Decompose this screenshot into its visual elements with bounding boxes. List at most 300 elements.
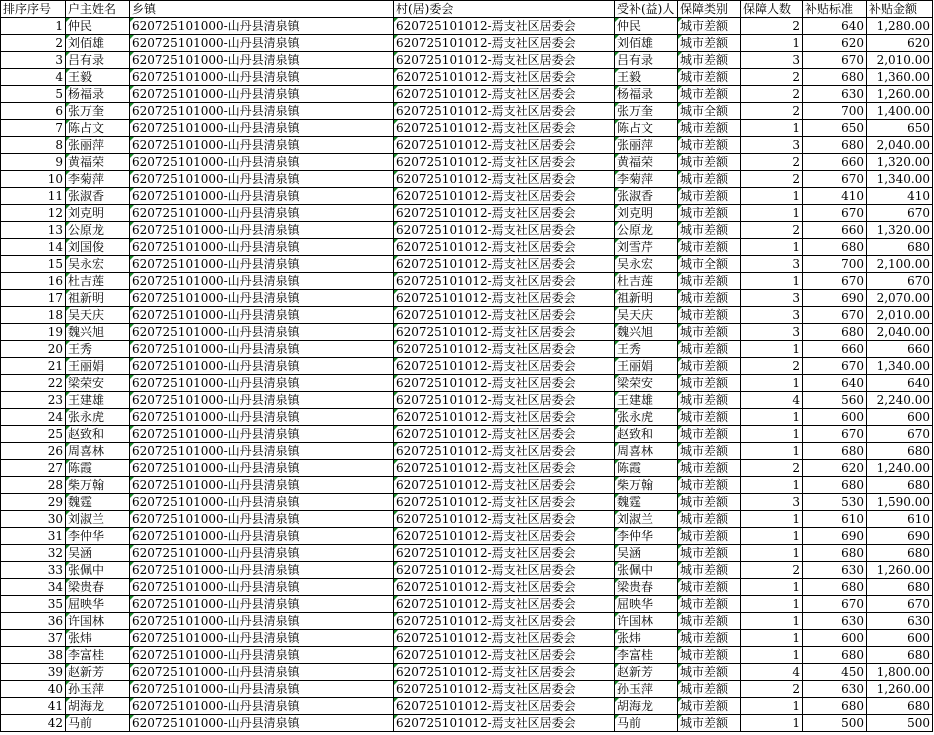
cell-category[interactable]: 城市差额 [678,18,741,35]
cell-people[interactable]: 2 [741,562,803,579]
cell-beneficiary[interactable]: 杜吉莲 [615,273,678,290]
cell-township[interactable]: 620725101000-山丹县清泉镇 [130,630,394,647]
cell-householder[interactable]: 陈占文 [66,120,130,137]
cell-seq[interactable]: 7 [1,120,66,137]
cell-township[interactable]: 620725101000-山丹县清泉镇 [130,426,394,443]
cell-householder[interactable]: 王丽娟 [66,358,130,375]
cell-committee[interactable]: 620725101012-焉支社区居委会 [394,86,615,103]
cell-standard[interactable]: 680 [803,69,867,86]
cell-seq[interactable]: 29 [1,494,66,511]
cell-amount[interactable]: 680 [867,579,933,596]
cell-committee[interactable]: 620725101012-焉支社区居委会 [394,154,615,171]
cell-seq[interactable]: 26 [1,443,66,460]
cell-standard[interactable]: 600 [803,630,867,647]
cell-township[interactable]: 620725101000-山丹县清泉镇 [130,35,394,52]
cell-beneficiary[interactable]: 梁贵春 [615,579,678,596]
cell-householder[interactable]: 张炜 [66,630,130,647]
cell-householder[interactable]: 王秀 [66,341,130,358]
cell-householder[interactable]: 魏兴旭 [66,324,130,341]
cell-people[interactable]: 1 [741,698,803,715]
header-cell-standard[interactable]: 补贴标准 [803,1,867,18]
cell-township[interactable]: 620725101000-山丹县清泉镇 [130,341,394,358]
cell-amount[interactable]: 670 [867,273,933,290]
cell-amount[interactable]: 600 [867,630,933,647]
cell-committee[interactable]: 620725101012-焉支社区居委会 [394,120,615,137]
cell-seq[interactable]: 15 [1,256,66,273]
cell-standard[interactable]: 670 [803,205,867,222]
cell-householder[interactable]: 刘淑兰 [66,511,130,528]
cell-amount[interactable]: 1,260.00 [867,86,933,103]
cell-people[interactable]: 1 [741,35,803,52]
cell-committee[interactable]: 620725101012-焉支社区居委会 [394,375,615,392]
cell-beneficiary[interactable]: 王秀 [615,341,678,358]
cell-category[interactable]: 城市差额 [678,120,741,137]
cell-standard[interactable]: 680 [803,579,867,596]
cell-beneficiary[interactable]: 马前 [615,715,678,732]
cell-beneficiary[interactable]: 吕有录 [615,52,678,69]
cell-standard[interactable]: 640 [803,18,867,35]
cell-householder[interactable]: 刘佰雄 [66,35,130,52]
cell-people[interactable]: 1 [741,205,803,222]
cell-seq[interactable]: 23 [1,392,66,409]
cell-beneficiary[interactable]: 陈霞 [615,460,678,477]
cell-amount[interactable]: 600 [867,409,933,426]
cell-beneficiary[interactable]: 张万奎 [615,103,678,120]
cell-category[interactable]: 城市差额 [678,528,741,545]
cell-category[interactable]: 城市差额 [678,460,741,477]
cell-beneficiary[interactable]: 吴永宏 [615,256,678,273]
cell-people[interactable]: 1 [741,528,803,545]
cell-householder[interactable]: 魏霆 [66,494,130,511]
cell-category[interactable]: 城市差额 [678,681,741,698]
cell-committee[interactable]: 620725101012-焉支社区居委会 [394,52,615,69]
cell-category[interactable]: 城市全额 [678,256,741,273]
cell-township[interactable]: 620725101000-山丹县清泉镇 [130,511,394,528]
cell-beneficiary[interactable]: 王毅 [615,69,678,86]
cell-township[interactable]: 620725101000-山丹县清泉镇 [130,392,394,409]
cell-standard[interactable]: 680 [803,545,867,562]
cell-householder[interactable]: 屈映华 [66,596,130,613]
cell-householder[interactable]: 杜吉莲 [66,273,130,290]
cell-householder[interactable]: 赵新芳 [66,664,130,681]
cell-township[interactable]: 620725101000-山丹县清泉镇 [130,494,394,511]
cell-amount[interactable]: 2,010.00 [867,52,933,69]
cell-category[interactable]: 城市差额 [678,596,741,613]
header-cell-committee[interactable]: 村(居)委会 [394,1,615,18]
cell-householder[interactable]: 王建雄 [66,392,130,409]
cell-householder[interactable]: 张万奎 [66,103,130,120]
header-cell-seq[interactable]: 排序序号 [1,1,66,18]
cell-householder[interactable]: 张丽萍 [66,137,130,154]
cell-amount[interactable]: 660 [867,341,933,358]
header-cell-township[interactable]: 乡镇 [130,1,394,18]
cell-householder[interactable]: 吴天庆 [66,307,130,324]
cell-householder[interactable]: 刘国俊 [66,239,130,256]
cell-seq[interactable]: 5 [1,86,66,103]
cell-committee[interactable]: 620725101012-焉支社区居委会 [394,460,615,477]
cell-seq[interactable]: 34 [1,579,66,596]
cell-householder[interactable]: 张淑香 [66,188,130,205]
cell-standard[interactable]: 670 [803,307,867,324]
cell-committee[interactable]: 620725101012-焉支社区居委会 [394,494,615,511]
cell-category[interactable]: 城市差额 [678,511,741,528]
cell-people[interactable]: 1 [741,630,803,647]
cell-householder[interactable]: 赵致和 [66,426,130,443]
cell-people[interactable]: 1 [741,647,803,664]
cell-amount[interactable]: 2,040.00 [867,137,933,154]
cell-amount[interactable]: 1,260.00 [867,681,933,698]
cell-seq[interactable]: 31 [1,528,66,545]
cell-committee[interactable]: 620725101012-焉支社区居委会 [394,307,615,324]
cell-category[interactable]: 城市差额 [678,273,741,290]
cell-seq[interactable]: 19 [1,324,66,341]
cell-township[interactable]: 620725101000-山丹县清泉镇 [130,358,394,375]
cell-committee[interactable]: 620725101012-焉支社区居委会 [394,392,615,409]
cell-standard[interactable]: 670 [803,171,867,188]
cell-township[interactable]: 620725101000-山丹县清泉镇 [130,307,394,324]
cell-category[interactable]: 城市差额 [678,35,741,52]
cell-people[interactable]: 1 [741,273,803,290]
cell-people[interactable]: 2 [741,681,803,698]
cell-seq[interactable]: 36 [1,613,66,630]
cell-committee[interactable]: 620725101012-焉支社区居委会 [394,681,615,698]
cell-standard[interactable]: 620 [803,35,867,52]
cell-seq[interactable]: 9 [1,154,66,171]
cell-category[interactable]: 城市差额 [678,698,741,715]
cell-standard[interactable]: 680 [803,324,867,341]
cell-committee[interactable]: 620725101012-焉支社区居委会 [394,596,615,613]
cell-committee[interactable]: 620725101012-焉支社区居委会 [394,630,615,647]
cell-beneficiary[interactable]: 黄福荣 [615,154,678,171]
cell-township[interactable]: 620725101000-山丹县清泉镇 [130,171,394,188]
cell-township[interactable]: 620725101000-山丹县清泉镇 [130,562,394,579]
cell-committee[interactable]: 620725101012-焉支社区居委会 [394,171,615,188]
cell-beneficiary[interactable]: 李仲华 [615,528,678,545]
cell-category[interactable]: 城市差额 [678,477,741,494]
cell-category[interactable]: 城市差额 [678,613,741,630]
cell-category[interactable]: 城市差额 [678,562,741,579]
cell-beneficiary[interactable]: 柴万翰 [615,477,678,494]
cell-standard[interactable]: 560 [803,392,867,409]
cell-beneficiary[interactable]: 王丽娟 [615,358,678,375]
cell-seq[interactable]: 11 [1,188,66,205]
cell-beneficiary[interactable]: 张永虎 [615,409,678,426]
cell-householder[interactable]: 周喜林 [66,443,130,460]
cell-category[interactable]: 城市差额 [678,307,741,324]
cell-standard[interactable]: 620 [803,460,867,477]
cell-householder[interactable]: 仲民 [66,18,130,35]
cell-standard[interactable]: 670 [803,52,867,69]
cell-standard[interactable]: 670 [803,273,867,290]
cell-township[interactable]: 620725101000-山丹县清泉镇 [130,545,394,562]
cell-amount[interactable]: 650 [867,120,933,137]
cell-people[interactable]: 2 [741,103,803,120]
cell-people[interactable]: 2 [741,18,803,35]
cell-householder[interactable]: 张佩中 [66,562,130,579]
cell-committee[interactable]: 620725101012-焉支社区居委会 [394,137,615,154]
cell-seq[interactable]: 35 [1,596,66,613]
cell-beneficiary[interactable]: 刘淑兰 [615,511,678,528]
cell-committee[interactable]: 620725101012-焉支社区居委会 [394,103,615,120]
cell-committee[interactable]: 620725101012-焉支社区居委会 [394,18,615,35]
cell-township[interactable]: 620725101000-山丹县清泉镇 [130,205,394,222]
cell-seq[interactable]: 3 [1,52,66,69]
cell-category[interactable]: 城市差额 [678,443,741,460]
cell-beneficiary[interactable]: 刘佰雄 [615,35,678,52]
cell-standard[interactable]: 500 [803,715,867,732]
cell-householder[interactable]: 张永虎 [66,409,130,426]
cell-seq[interactable]: 6 [1,103,66,120]
cell-householder[interactable]: 李菊萍 [66,171,130,188]
cell-category[interactable]: 城市差额 [678,630,741,647]
cell-people[interactable]: 1 [741,596,803,613]
cell-amount[interactable]: 2,240.00 [867,392,933,409]
cell-standard[interactable]: 410 [803,188,867,205]
cell-householder[interactable]: 马前 [66,715,130,732]
cell-amount[interactable]: 690 [867,528,933,545]
cell-township[interactable]: 620725101000-山丹县清泉镇 [130,52,394,69]
cell-township[interactable]: 620725101000-山丹县清泉镇 [130,137,394,154]
cell-amount[interactable]: 1,800.00 [867,664,933,681]
cell-beneficiary[interactable]: 赵致和 [615,426,678,443]
cell-seq[interactable]: 1 [1,18,66,35]
cell-householder[interactable]: 吴涵 [66,545,130,562]
header-cell-people[interactable]: 保障人数 [741,1,803,18]
cell-beneficiary[interactable]: 刘雪芹 [615,239,678,256]
cell-householder[interactable]: 胡海龙 [66,698,130,715]
cell-seq[interactable]: 40 [1,681,66,698]
cell-amount[interactable]: 1,240.00 [867,460,933,477]
cell-standard[interactable]: 630 [803,562,867,579]
cell-amount[interactable]: 2,010.00 [867,307,933,324]
cell-amount[interactable]: 670 [867,205,933,222]
cell-committee[interactable]: 620725101012-焉支社区居委会 [394,511,615,528]
cell-people[interactable]: 1 [741,188,803,205]
cell-people[interactable]: 4 [741,664,803,681]
cell-people[interactable]: 2 [741,222,803,239]
cell-committee[interactable]: 620725101012-焉支社区居委会 [394,477,615,494]
cell-householder[interactable]: 陈霞 [66,460,130,477]
cell-people[interactable]: 2 [741,358,803,375]
cell-householder[interactable]: 许国林 [66,613,130,630]
cell-seq[interactable]: 8 [1,137,66,154]
cell-people[interactable]: 1 [741,409,803,426]
cell-category[interactable]: 城市差额 [678,188,741,205]
cell-committee[interactable]: 620725101012-焉支社区居委会 [394,239,615,256]
cell-standard[interactable]: 630 [803,86,867,103]
cell-seq[interactable]: 33 [1,562,66,579]
cell-beneficiary[interactable]: 吴涵 [615,545,678,562]
cell-people[interactable]: 2 [741,171,803,188]
cell-people[interactable]: 3 [741,256,803,273]
cell-seq[interactable]: 16 [1,273,66,290]
cell-beneficiary[interactable]: 魏霆 [615,494,678,511]
cell-committee[interactable]: 620725101012-焉支社区居委会 [394,698,615,715]
cell-seq[interactable]: 41 [1,698,66,715]
cell-seq[interactable]: 28 [1,477,66,494]
header-cell-householder[interactable]: 户主姓名 [66,1,130,18]
cell-standard[interactable]: 670 [803,426,867,443]
cell-beneficiary[interactable]: 吴天庆 [615,307,678,324]
cell-township[interactable]: 620725101000-山丹县清泉镇 [130,290,394,307]
cell-township[interactable]: 620725101000-山丹县清泉镇 [130,188,394,205]
cell-standard[interactable]: 600 [803,409,867,426]
cell-standard[interactable]: 680 [803,239,867,256]
cell-committee[interactable]: 620725101012-焉支社区居委会 [394,358,615,375]
cell-category[interactable]: 城市差额 [678,137,741,154]
cell-amount[interactable]: 680 [867,239,933,256]
cell-category[interactable]: 城市差额 [678,664,741,681]
cell-people[interactable]: 2 [741,154,803,171]
cell-beneficiary[interactable]: 孙玉萍 [615,681,678,698]
cell-standard[interactable]: 700 [803,256,867,273]
cell-seq[interactable]: 21 [1,358,66,375]
cell-householder[interactable]: 刘克明 [66,205,130,222]
cell-category[interactable]: 城市差额 [678,375,741,392]
cell-amount[interactable]: 2,040.00 [867,324,933,341]
cell-householder[interactable]: 李富桂 [66,647,130,664]
cell-township[interactable]: 620725101000-山丹县清泉镇 [130,86,394,103]
cell-amount[interactable]: 680 [867,443,933,460]
cell-township[interactable]: 620725101000-山丹县清泉镇 [130,528,394,545]
cell-householder[interactable]: 吴永宏 [66,256,130,273]
cell-category[interactable]: 城市差额 [678,647,741,664]
cell-beneficiary[interactable]: 祖新明 [615,290,678,307]
cell-seq[interactable]: 38 [1,647,66,664]
cell-standard[interactable]: 680 [803,647,867,664]
cell-amount[interactable]: 680 [867,698,933,715]
cell-category[interactable]: 城市差额 [678,409,741,426]
cell-people[interactable]: 3 [741,137,803,154]
cell-people[interactable]: 3 [741,307,803,324]
cell-township[interactable]: 620725101000-山丹县清泉镇 [130,443,394,460]
cell-beneficiary[interactable]: 张淑香 [615,188,678,205]
cell-township[interactable]: 620725101000-山丹县清泉镇 [130,154,394,171]
cell-people[interactable]: 3 [741,52,803,69]
cell-committee[interactable]: 620725101012-焉支社区居委会 [394,579,615,596]
cell-township[interactable]: 620725101000-山丹县清泉镇 [130,256,394,273]
cell-amount[interactable]: 1,260.00 [867,562,933,579]
cell-seq[interactable]: 17 [1,290,66,307]
cell-township[interactable]: 620725101000-山丹县清泉镇 [130,222,394,239]
cell-category[interactable]: 城市差额 [678,222,741,239]
cell-township[interactable]: 620725101000-山丹县清泉镇 [130,647,394,664]
cell-category[interactable]: 城市差额 [678,86,741,103]
cell-standard[interactable]: 680 [803,137,867,154]
cell-beneficiary[interactable]: 李富桂 [615,647,678,664]
cell-standard[interactable]: 690 [803,290,867,307]
cell-committee[interactable]: 620725101012-焉支社区居委会 [394,443,615,460]
cell-standard[interactable]: 700 [803,103,867,120]
cell-seq[interactable]: 14 [1,239,66,256]
cell-householder[interactable]: 王毅 [66,69,130,86]
cell-householder[interactable]: 梁荣安 [66,375,130,392]
cell-seq[interactable]: 12 [1,205,66,222]
cell-amount[interactable]: 1,340.00 [867,358,933,375]
cell-committee[interactable]: 620725101012-焉支社区居委会 [394,613,615,630]
cell-category[interactable]: 城市差额 [678,545,741,562]
cell-householder[interactable]: 黄福荣 [66,154,130,171]
cell-amount[interactable]: 640 [867,375,933,392]
cell-amount[interactable]: 1,280.00 [867,18,933,35]
cell-standard[interactable]: 610 [803,511,867,528]
cell-amount[interactable]: 610 [867,511,933,528]
cell-township[interactable]: 620725101000-山丹县清泉镇 [130,664,394,681]
cell-committee[interactable]: 620725101012-焉支社区居委会 [394,715,615,732]
cell-standard[interactable]: 680 [803,477,867,494]
cell-standard[interactable]: 650 [803,120,867,137]
cell-category[interactable]: 城市差额 [678,171,741,188]
cell-category[interactable]: 城市差额 [678,205,741,222]
cell-standard[interactable]: 530 [803,494,867,511]
cell-seq[interactable]: 27 [1,460,66,477]
cell-people[interactable]: 1 [741,120,803,137]
cell-beneficiary[interactable]: 魏兴旭 [615,324,678,341]
cell-beneficiary[interactable]: 胡海龙 [615,698,678,715]
cell-people[interactable]: 1 [741,579,803,596]
cell-amount[interactable]: 1,320.00 [867,222,933,239]
cell-people[interactable]: 1 [741,341,803,358]
cell-category[interactable]: 城市差额 [678,358,741,375]
cell-amount[interactable]: 1,340.00 [867,171,933,188]
cell-seq[interactable]: 25 [1,426,66,443]
cell-committee[interactable]: 620725101012-焉支社区居委会 [394,562,615,579]
cell-seq[interactable]: 20 [1,341,66,358]
cell-amount[interactable]: 1,400.00 [867,103,933,120]
cell-standard[interactable]: 670 [803,596,867,613]
cell-householder[interactable]: 公原龙 [66,222,130,239]
cell-beneficiary[interactable]: 梁荣安 [615,375,678,392]
cell-seq[interactable]: 4 [1,69,66,86]
cell-amount[interactable]: 670 [867,426,933,443]
cell-people[interactable]: 2 [741,460,803,477]
cell-beneficiary[interactable]: 屈映华 [615,596,678,613]
cell-category[interactable]: 城市差额 [678,239,741,256]
cell-committee[interactable]: 620725101012-焉支社区居委会 [394,69,615,86]
cell-people[interactable]: 1 [741,511,803,528]
cell-people[interactable]: 3 [741,290,803,307]
cell-people[interactable]: 1 [741,715,803,732]
cell-committee[interactable]: 620725101012-焉支社区居委会 [394,290,615,307]
cell-standard[interactable]: 680 [803,443,867,460]
cell-people[interactable]: 1 [741,375,803,392]
cell-township[interactable]: 620725101000-山丹县清泉镇 [130,69,394,86]
cell-committee[interactable]: 620725101012-焉支社区居委会 [394,324,615,341]
cell-amount[interactable]: 670 [867,596,933,613]
cell-seq[interactable]: 10 [1,171,66,188]
cell-amount[interactable]: 680 [867,545,933,562]
cell-standard[interactable]: 660 [803,154,867,171]
cell-amount[interactable]: 500 [867,715,933,732]
cell-people[interactable]: 1 [741,477,803,494]
cell-category[interactable]: 城市全额 [678,103,741,120]
cell-householder[interactable]: 李仲华 [66,528,130,545]
cell-people[interactable]: 1 [741,443,803,460]
cell-committee[interactable]: 620725101012-焉支社区居委会 [394,664,615,681]
cell-standard[interactable]: 680 [803,698,867,715]
header-cell-amount[interactable]: 补贴金额 [867,1,933,18]
cell-standard[interactable]: 450 [803,664,867,681]
cell-committee[interactable]: 620725101012-焉支社区居委会 [394,205,615,222]
cell-township[interactable]: 620725101000-山丹县清泉镇 [130,477,394,494]
cell-beneficiary[interactable]: 刘克明 [615,205,678,222]
cell-committee[interactable]: 620725101012-焉支社区居委会 [394,256,615,273]
cell-beneficiary[interactable]: 赵新芳 [615,664,678,681]
cell-township[interactable]: 620725101000-山丹县清泉镇 [130,579,394,596]
cell-beneficiary[interactable]: 周喜林 [615,443,678,460]
cell-committee[interactable]: 620725101012-焉支社区居委会 [394,426,615,443]
cell-beneficiary[interactable]: 张炜 [615,630,678,647]
